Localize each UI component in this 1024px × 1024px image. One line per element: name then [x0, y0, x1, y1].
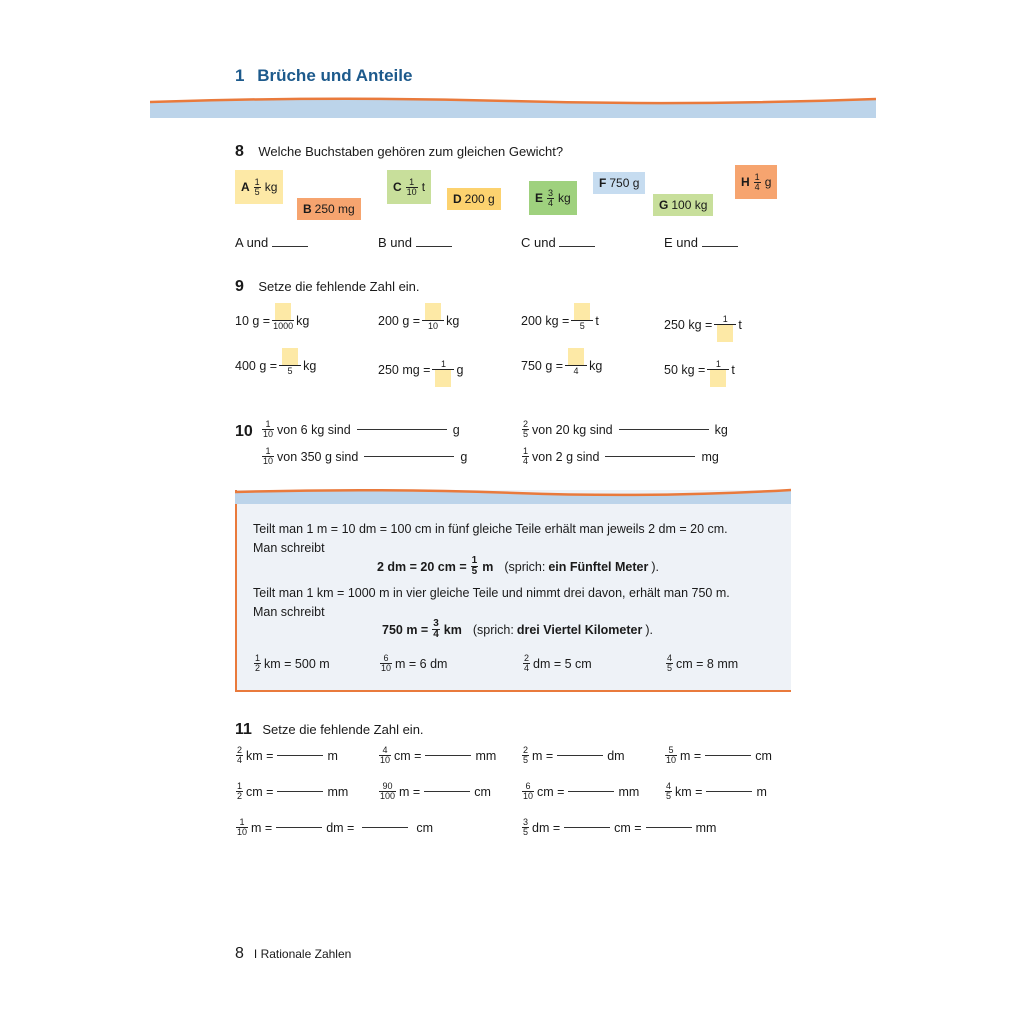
info-box	[235, 490, 791, 692]
tag-d: D 200 g	[447, 188, 501, 210]
ex9-item[interactable]: 50 kg = 1 t	[664, 351, 735, 388]
ex10-item[interactable]: $\frac{1}{10}$ von 6 kg sind g	[263, 419, 460, 439]
tag-b: B 250 mg	[297, 198, 361, 220]
ex11-item[interactable]: $\frac{4}{10}$ cm = mm	[380, 745, 497, 765]
ex10-item[interactable]: $\frac{2}{5}$ von 20 kg sind kg	[523, 419, 728, 439]
ex11-item[interactable]: $\frac{1}{10}$ m = dm = cm	[237, 817, 434, 837]
ex10-item[interactable]: $\frac{1}{10}$ von 350 g sind g	[263, 446, 468, 466]
ex11-number: 11	[235, 721, 252, 738]
ex8-title	[235, 143, 563, 161]
info-line-4: Man schreibt	[253, 605, 325, 619]
tag-a: A $\frac{1}{5}$ kg	[235, 170, 283, 204]
tag-h: H $\frac{1}{4}$ g	[735, 165, 777, 199]
info-formula-1: 2 dm = 20 cm = $\frac{1}{5}$ m (sprich: ein Fünftel Meter ).	[377, 555, 659, 577]
info-line-1: Teilt man 1 m = 10 dm = 100 cm in fünf gleiche Teile erhält man jeweils 2 dm = 20 cm.	[253, 522, 728, 536]
ex11-prompt: Setze die fehlende Zahl ein.	[262, 722, 424, 737]
ex11-item[interactable]: $\frac{90}{100}$ m = cm	[380, 781, 491, 801]
ex11-item[interactable]: $\frac{1}{2}$ cm = mm	[237, 781, 349, 801]
ex11-item[interactable]: $\frac{2}{5}$ m = dm	[523, 745, 625, 765]
tag-e: E $\frac{3}{4}$ kg	[529, 181, 577, 215]
ex9-item[interactable]: 400 g = 5 kg	[235, 347, 316, 384]
ex8-answer[interactable]: B und	[378, 235, 452, 250]
ex10-item[interactable]: $\frac{1}{4}$ von 2 g sind mg	[523, 446, 719, 466]
info-box-wave	[235, 488, 791, 504]
ex11-item[interactable]: $\frac{6}{10}$ cm = mm	[523, 781, 640, 801]
info-line-3: Teilt man 1 km = 1000 m in vier gleiche Teile und nimmt drei davon, erhält man 750 m.	[253, 586, 730, 600]
ex8-answer[interactable]: A und	[235, 235, 308, 250]
page-footer	[235, 945, 351, 963]
header-wave-band	[150, 96, 876, 118]
ex11-item[interactable]: $\frac{4}{5}$ km = m	[666, 781, 767, 801]
ex9-title	[235, 278, 420, 296]
tag-f: F 750 g	[593, 172, 645, 194]
ex9-item[interactable]: 10 g = 1000 kg	[235, 302, 309, 339]
ex9-item[interactable]: 200 kg = 5 t	[521, 302, 599, 339]
ex9-item[interactable]: 200 g = 10 kg	[378, 302, 459, 339]
ex9-item[interactable]: 750 g = 4 kg	[521, 347, 602, 384]
ex11-title	[235, 721, 424, 739]
tag-g: G 100 kg	[653, 194, 713, 216]
ex11-item[interactable]: $\frac{5}{10}$ m = cm	[666, 745, 772, 765]
info-example: $\frac{4}{5}$ cm = 8 mm	[667, 653, 739, 673]
ex9-prompt: Setze die fehlende Zahl ein.	[258, 279, 420, 294]
chapter-heading	[235, 66, 412, 86]
ex8-number: 8	[235, 143, 244, 160]
chapter-number: 1	[235, 66, 245, 85]
ex8-prompt: Welche Buchstaben gehören zum gleichen Gewicht?	[258, 144, 564, 159]
info-example: $\frac{6}{10}$ m = 6 dm	[381, 653, 448, 673]
ex9-item[interactable]: 250 kg = 1 t	[664, 306, 742, 343]
ex9-item[interactable]: 250 mg = 1 g	[378, 351, 463, 388]
page-number: 8	[235, 945, 244, 962]
ex8-answer[interactable]: C und	[521, 235, 595, 250]
footer-section: I Rationale Zahlen	[253, 947, 352, 961]
info-example: $\frac{1}{2}$ km = 500 m	[255, 653, 330, 673]
ex8-answer[interactable]: E und	[664, 235, 738, 250]
ex11-item[interactable]: $\frac{2}{4}$ km = m	[237, 745, 338, 765]
ex10-number: 10	[235, 423, 253, 440]
info-line-2: Man schreibt	[253, 541, 325, 555]
info-example: $\frac{2}{4}$ dm = 5 cm	[524, 653, 592, 673]
ex9-number: 9	[235, 278, 244, 295]
tag-c: C $\frac{1}{10}$ t	[387, 170, 431, 204]
info-formula-2: 750 m = $\frac{3}{4}$ km (sprich: drei Viertel Kilometer ).	[382, 618, 653, 640]
ex11-item[interactable]: $\frac{3}{5}$ dm = cm = mm	[523, 817, 717, 837]
chapter-title: Brüche und Anteile	[257, 66, 413, 85]
